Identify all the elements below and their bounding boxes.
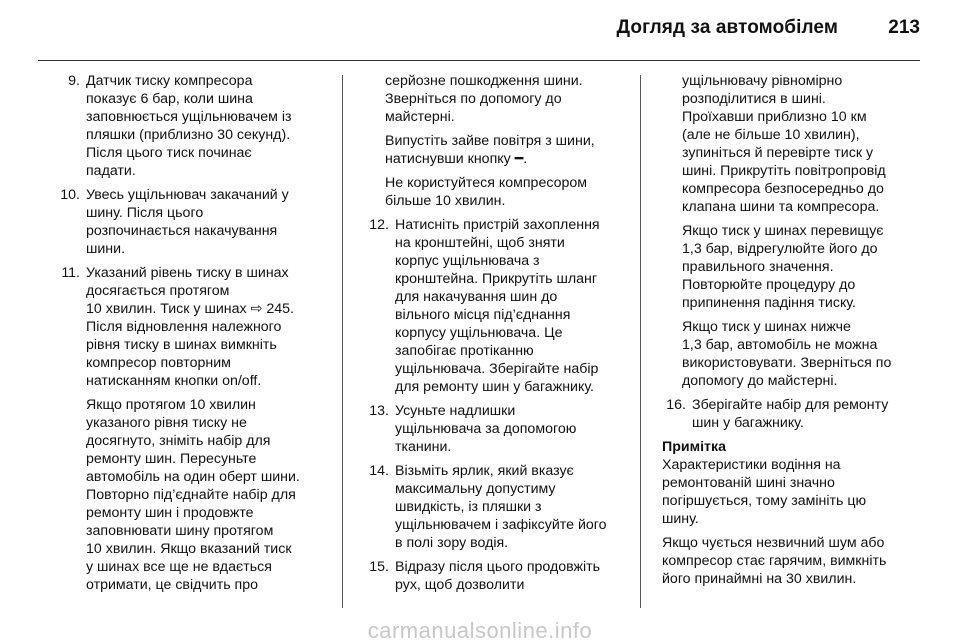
- item-text: [395, 216, 633, 396]
- list-item: [355, 558, 633, 594]
- item-number: 12.: [369, 217, 389, 233]
- item-text: [86, 264, 330, 594]
- text-line: натиснувши кнопку ━.: [385, 151, 528, 167]
- text-line: шин у багажнику.: [692, 415, 804, 431]
- text-line: компресор стає гарячим, вимкніть: [662, 553, 887, 569]
- column-1: [45, 72, 330, 600]
- list-item: [355, 402, 633, 456]
- text-line: Якщо протягом 10 хвилин: [86, 397, 256, 413]
- text-line: припинення падіння тиску.: [682, 295, 856, 311]
- text-line: шині. Прикрутіть повітропровід: [682, 163, 886, 179]
- item-number: 15.: [369, 559, 389, 575]
- text-line: тканини.: [395, 439, 452, 455]
- text-line: компресора безпосередньо до: [682, 181, 884, 197]
- text-line: Не користуйтеся компресором: [385, 175, 588, 191]
- text-line: для ремонту шин у багажнику.: [395, 379, 594, 395]
- column-divider-2: [640, 75, 641, 608]
- text-line: заповнювати шину протягом: [86, 523, 274, 539]
- continued-text: [652, 72, 924, 216]
- text-line: Якщо тиск у шинах нижче: [682, 319, 851, 335]
- item-number: 13.: [369, 403, 389, 419]
- text-line: компресор повторним: [86, 355, 231, 371]
- text-line: Проїхавши приблизно 10 км: [682, 109, 867, 125]
- text-line: пляшки (приблизно 30 секунд).: [86, 127, 291, 143]
- text-line: ущільнювача. Зберігайте набір: [395, 361, 599, 377]
- text-line: Після цього тиск починає: [86, 145, 252, 161]
- text-line: 10 хвилин. Тиск у шинах ⇨ 245.: [86, 301, 294, 317]
- page-header: [0, 0, 960, 50]
- text-line: максимальну допустиму: [395, 481, 556, 497]
- item-paragraph: [86, 396, 330, 594]
- column-2: [355, 72, 633, 600]
- text-line: правильного значення.: [682, 259, 834, 275]
- text-line: серйозне пошкодження шини.: [385, 73, 583, 89]
- continued-paragraph: [652, 222, 924, 312]
- text-line: показує 6 бар, коли шина: [86, 91, 253, 107]
- text-line: розпочинається накачування: [86, 223, 278, 239]
- text-line: Якщо чується незвичний шум або: [662, 535, 885, 551]
- text-line: ущільнювачем і зафіксуйте його: [395, 517, 607, 533]
- continued-text: [355, 72, 633, 126]
- text-line: 10 хвилин. Якщо вказаний тиск: [86, 541, 292, 557]
- note-title: Примітка: [662, 439, 726, 455]
- item-text: [395, 558, 633, 594]
- item-text: [395, 402, 633, 456]
- text-line: розподілитися в шині.: [682, 91, 826, 107]
- item-number: 11.: [61, 265, 80, 281]
- text-line: Якщо тиск у шинах перевищує: [682, 223, 884, 239]
- text-line: рівня тиску в шинах вимкніть: [86, 337, 277, 353]
- column-divider-1: [342, 75, 343, 608]
- text-line: ущільнювачу рівномірно: [682, 73, 843, 89]
- item-text: [86, 72, 330, 180]
- text-line: корпус ущільнювача з: [395, 253, 540, 269]
- text-line: ремонтованій шині значно: [662, 475, 835, 491]
- text-line: допомогу до майстерні.: [682, 373, 838, 389]
- list-item: [355, 216, 633, 396]
- column-3: [652, 72, 924, 594]
- text-line: Зберігайте набір для ремонту: [692, 397, 889, 413]
- text-line: швидкість, із пляшки з: [395, 499, 542, 515]
- watermark: carmanualsonline.info: [367, 618, 593, 643]
- page-number: 213: [888, 17, 920, 38]
- note-paragraph: [662, 456, 924, 528]
- text-line: майстерні.: [385, 109, 455, 125]
- text-line: більше 10 хвилин.: [385, 193, 506, 209]
- text-line: Відразу після цього продовжіть: [395, 559, 601, 575]
- text-line: 1,3 бар, автомобіль не можна: [682, 337, 878, 353]
- text-line: Після відновлення належного: [86, 319, 282, 335]
- text-line: кронштейна. Прикрутіть шланг: [395, 271, 598, 287]
- text-line: ремонту шин. Пересуньте: [86, 451, 257, 467]
- text-line: шину. Після цього: [86, 205, 204, 221]
- text-line: отримати, це свідчить про: [86, 577, 259, 593]
- text-line: Увесь ущільнювач закачаний у: [86, 187, 289, 203]
- text-line: заповнюється ущільнювачем із: [86, 109, 292, 125]
- text-line: зупиніться й перевірте тиск у: [682, 145, 874, 161]
- text-line: Датчик тиску компресора: [86, 73, 253, 89]
- text-line: (але не більше 10 хвилин),: [682, 127, 860, 143]
- item-number: 10.: [60, 187, 80, 203]
- text-line: указаного рівня тиску не: [86, 415, 247, 431]
- text-line: досягається протягом: [86, 283, 230, 299]
- text-line: ущільнювача за допомогою: [395, 421, 577, 437]
- list-item: [45, 72, 330, 180]
- text-line: Усуньте надлишки: [395, 403, 516, 419]
- item-text: [692, 396, 924, 432]
- text-line: досягнуто, зніміть набір для: [86, 433, 271, 449]
- text-line: Повторно під’єднайте набір для: [86, 487, 296, 503]
- page-title: Догляд за автомобілем: [616, 17, 838, 38]
- header-divider: [38, 60, 920, 61]
- note-box: [652, 438, 924, 588]
- text-line: Повторюйте процедуру до: [682, 277, 856, 293]
- text-line: ремонту шин і продовжте: [86, 505, 254, 521]
- text-line: використовувати. Зверніться по: [682, 355, 892, 371]
- item-number: 14.: [369, 463, 389, 479]
- text-line: вільного місця під’єднання: [395, 307, 571, 323]
- text-line: на кронштейні, щоб зняти: [395, 235, 565, 251]
- text-line: 1,3 бар, відрегулюйте його до: [682, 241, 878, 257]
- note-paragraph: [662, 534, 924, 588]
- list-item: [45, 186, 330, 258]
- list-item: [45, 264, 330, 594]
- list-item: [355, 462, 633, 552]
- text-line: Натисніть пристрій захоплення: [395, 217, 600, 233]
- text-line: Випустіть зайве повітря з шини,: [385, 133, 595, 149]
- continued-paragraph: [652, 318, 924, 390]
- text-line: у шинах все ще не вдається: [86, 559, 272, 575]
- text-line: падати.: [86, 163, 136, 179]
- text-line: клапана шини та компресора.: [682, 199, 880, 215]
- text-line: в полі зору водія.: [395, 535, 509, 551]
- item-text: [86, 186, 330, 258]
- list-item: [652, 396, 924, 432]
- continued-paragraph: [355, 132, 633, 168]
- item-number: 16.: [666, 397, 686, 413]
- text-line: шину.: [662, 511, 699, 527]
- text-line: рух, щоб дозволити: [395, 577, 525, 593]
- continued-paragraph: [355, 174, 633, 210]
- text-line: Зверніться по допомогу до: [385, 91, 562, 107]
- text-line: Указаний рівень тиску в шинах: [86, 265, 289, 281]
- text-line: його принаймні на 30 хвилин.: [662, 571, 857, 587]
- text-line: автомобіль на один оберт шини.: [86, 469, 300, 485]
- item-text: [395, 462, 633, 552]
- text-line: корпусу ущільнювача. Це: [395, 325, 563, 341]
- text-line: запобігає протіканню: [395, 343, 534, 359]
- text-line: погіршується, тому замініть цю: [662, 493, 867, 509]
- item-number: 9.: [68, 73, 80, 89]
- text-line: шини.: [86, 241, 126, 257]
- text-line: натисканням кнопки on/off.: [86, 373, 262, 389]
- text-line: для накачування шин до: [395, 289, 558, 305]
- text-line: Характеристики водіння на: [662, 457, 841, 473]
- text-line: Візьміть ярлик, який вказує: [395, 463, 574, 479]
